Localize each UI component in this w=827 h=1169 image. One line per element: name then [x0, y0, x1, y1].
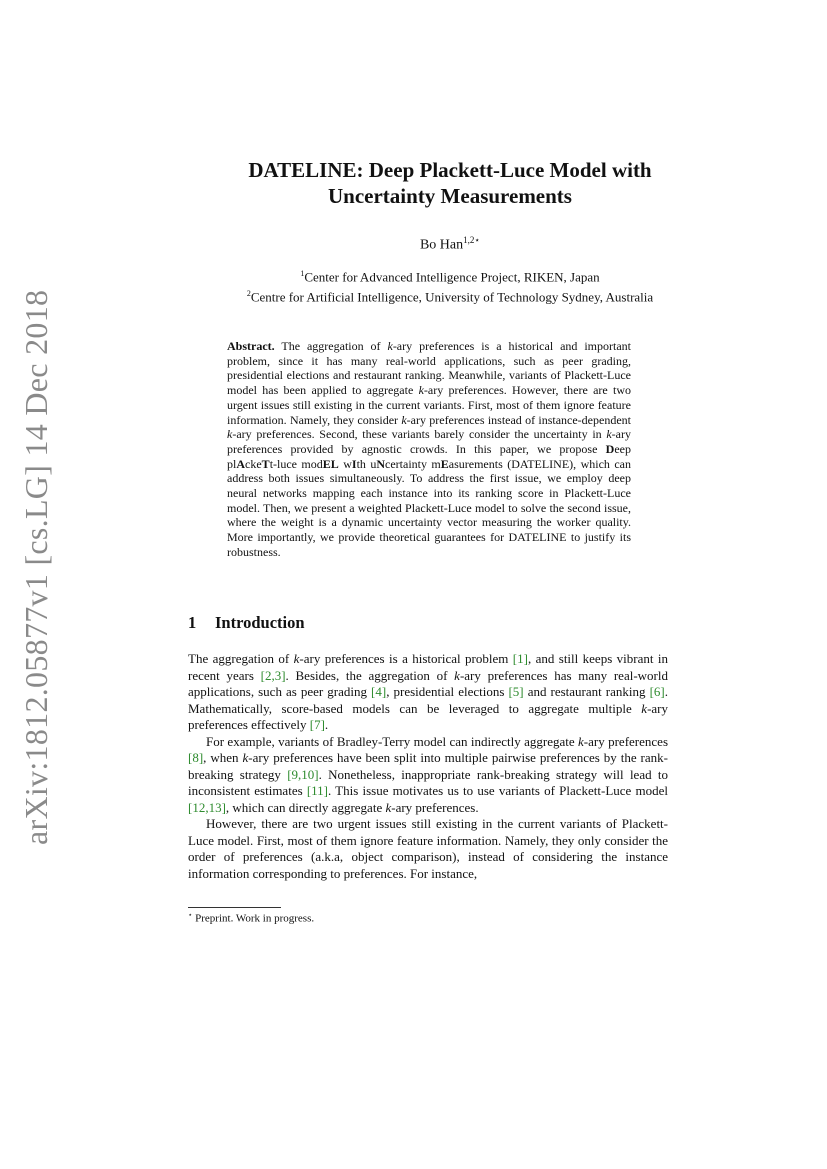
section-title: Introduction	[215, 613, 305, 632]
citation-link[interactable]: [8]	[188, 750, 204, 765]
citation-link[interactable]: [12,13]	[188, 799, 226, 815]
citation-link[interactable]: [5]	[508, 684, 524, 699]
abstract-text: th u	[356, 456, 377, 471]
text: and restaurant ranking	[523, 684, 650, 699]
text: -ary preferences have been split into multiple pairwise preferences by the rank-breaking strategy	[188, 750, 668, 782]
math-k: k	[387, 339, 393, 353]
affiliations	[150, 265, 750, 306]
acronym-letter: EL	[322, 456, 339, 471]
footnote	[188, 911, 314, 925]
title-line-2: Uncertainty Measurements	[328, 184, 572, 208]
abstract-text: -ary preferences. Second, these variants barely consider the uncertainty in	[232, 427, 607, 442]
text: The aggregation of	[188, 651, 294, 666]
citation-link[interactable]: [7]	[309, 717, 325, 732]
citation-link[interactable]: [11]	[306, 783, 328, 798]
abstract-text: -ary preferences provided by agnostic crowds. In this paper, we propose	[227, 427, 631, 456]
title-line-1: DATELINE: Deep Plackett-Luce Model with	[248, 158, 652, 182]
acronym-letter: A	[236, 456, 246, 471]
section-number: 1	[188, 613, 197, 632]
text: -ary preferences.	[391, 799, 479, 815]
abstract-text: -ary preferences is a historical and important problem, since it has many real-world applications, such as peer grading, presidential elections and restaurant ranking. Meanwhile, variants of Plackett-Luce model has been applied to aggregate	[227, 339, 632, 398]
author-line	[150, 235, 750, 254]
affiliation-mark: 1	[300, 269, 305, 278]
paper-title	[150, 157, 750, 209]
author-name: Bo Han	[419, 237, 464, 253]
text: , and still keeps vibrant in recent years	[188, 651, 669, 683]
text: , when	[203, 750, 243, 765]
abstract-text: t-luce mod	[269, 456, 323, 471]
text: . Mathematically, score-based models can be leveraged to aggregate multiple	[188, 684, 668, 716]
math-k: k	[641, 700, 648, 716]
abstract-text: -ary preferences. However, there are two urgent issues still existing in the current variants. First, most of them ignore feature information. Namely, they consider	[227, 383, 631, 427]
affiliation-mark: 2	[246, 289, 251, 299]
affiliation-text: Center for Advanced Intelligence Project, RIKEN, Japan	[304, 269, 600, 285]
footnote-divider	[188, 907, 281, 908]
text: . Nonetheless, inappropriate rank-breaking strategy will lead to inconsistent estimates	[188, 766, 668, 798]
affiliation-text: Centre for Artificial Intelligence, University of Technology Sydney, Australia	[250, 289, 654, 305]
math-k: k	[227, 427, 233, 442]
acronym-letter: D	[605, 441, 615, 456]
math-k: k	[401, 412, 407, 427]
math-k: k	[606, 427, 612, 442]
abstract-text: certainty m	[385, 456, 441, 471]
section-heading	[188, 613, 305, 633]
text: , which can directly aggregate	[225, 799, 386, 815]
text: -ary preferences has many real-world applications, such as peer grading	[188, 667, 668, 699]
citation-link[interactable]: [9,10]	[287, 766, 319, 782]
citation-link[interactable]: [2,3]	[260, 667, 286, 683]
abstract	[227, 339, 631, 560]
abstract-text: asurements (DATELINE), which can address both issues simultaneously. To address the first issue, we employ deep neural networks mapping each instance into its ranking score in Plackett-Luce model. Then, we present a weighted Plackett-Luce model to solve the second issue, where the weight is a dynamic uncertainty vector measuring the worker quality. More importantly, we provide theoretical guarantees for DATELINE to justify its robustness.	[227, 456, 632, 559]
citation-link[interactable]: [1]	[512, 651, 528, 666]
math-k: k	[242, 750, 249, 765]
acronym-letter: T	[261, 456, 270, 471]
affiliation-2	[150, 285, 750, 305]
abstract-text: cke	[245, 456, 262, 471]
citation-link[interactable]: [6]	[649, 684, 665, 699]
author-marks: 1,2⋆	[463, 235, 481, 245]
text: , presidential elections	[386, 684, 509, 699]
abstract-text: -ary preferences instead of instance-dependent	[406, 412, 631, 427]
text: -ary preferences effectively	[188, 700, 668, 732]
citation-link[interactable]: [4]	[371, 684, 387, 699]
text: . This issue motivates us to use variants of Plackett-Luce model	[328, 783, 668, 798]
arxiv-identifier: arXiv:1812.05877v1 [cs.LG] 14 Dec 2018	[18, 289, 54, 845]
introduction-body	[188, 651, 668, 882]
intro-paragraph-2	[188, 734, 668, 817]
text: -ary preferences	[583, 733, 668, 749]
acronym-letter: I	[351, 456, 357, 471]
acronym-letter: N	[376, 456, 386, 471]
text: -ary preferences is a historical problem	[299, 651, 513, 666]
abstract-text: eep pl	[227, 441, 631, 471]
intro-paragraph-3: However, there are two urgent issues still existing in the current variants of Plackett-Luce model. First, most of them ignore feature information. Namely, they only consider the order of preferences (a.k.a, object comparison), instead of considering the instance information corresponding to preferences. For instance,	[188, 816, 668, 881]
text: .	[324, 717, 329, 732]
footnote-mark: ⋆	[188, 911, 193, 919]
math-k: k	[578, 733, 584, 749]
intro-paragraph-1	[188, 651, 668, 734]
footnote-text: Preprint. Work in progress.	[192, 912, 315, 925]
abstract-label: Abstract.	[227, 339, 275, 353]
math-k: k	[418, 383, 424, 398]
math-k: k	[293, 651, 300, 666]
abstract-text: w	[338, 456, 352, 471]
acronym-letter: E	[440, 456, 449, 471]
text: For example, variants of Bradley-Terry model can indirectly aggregate	[206, 733, 579, 749]
math-k: k	[454, 667, 460, 683]
text: . Besides, the aggregation of	[285, 667, 455, 683]
abstract-text: The aggregation of	[274, 339, 388, 353]
affiliation-1	[150, 265, 750, 285]
math-k: k	[385, 799, 392, 815]
